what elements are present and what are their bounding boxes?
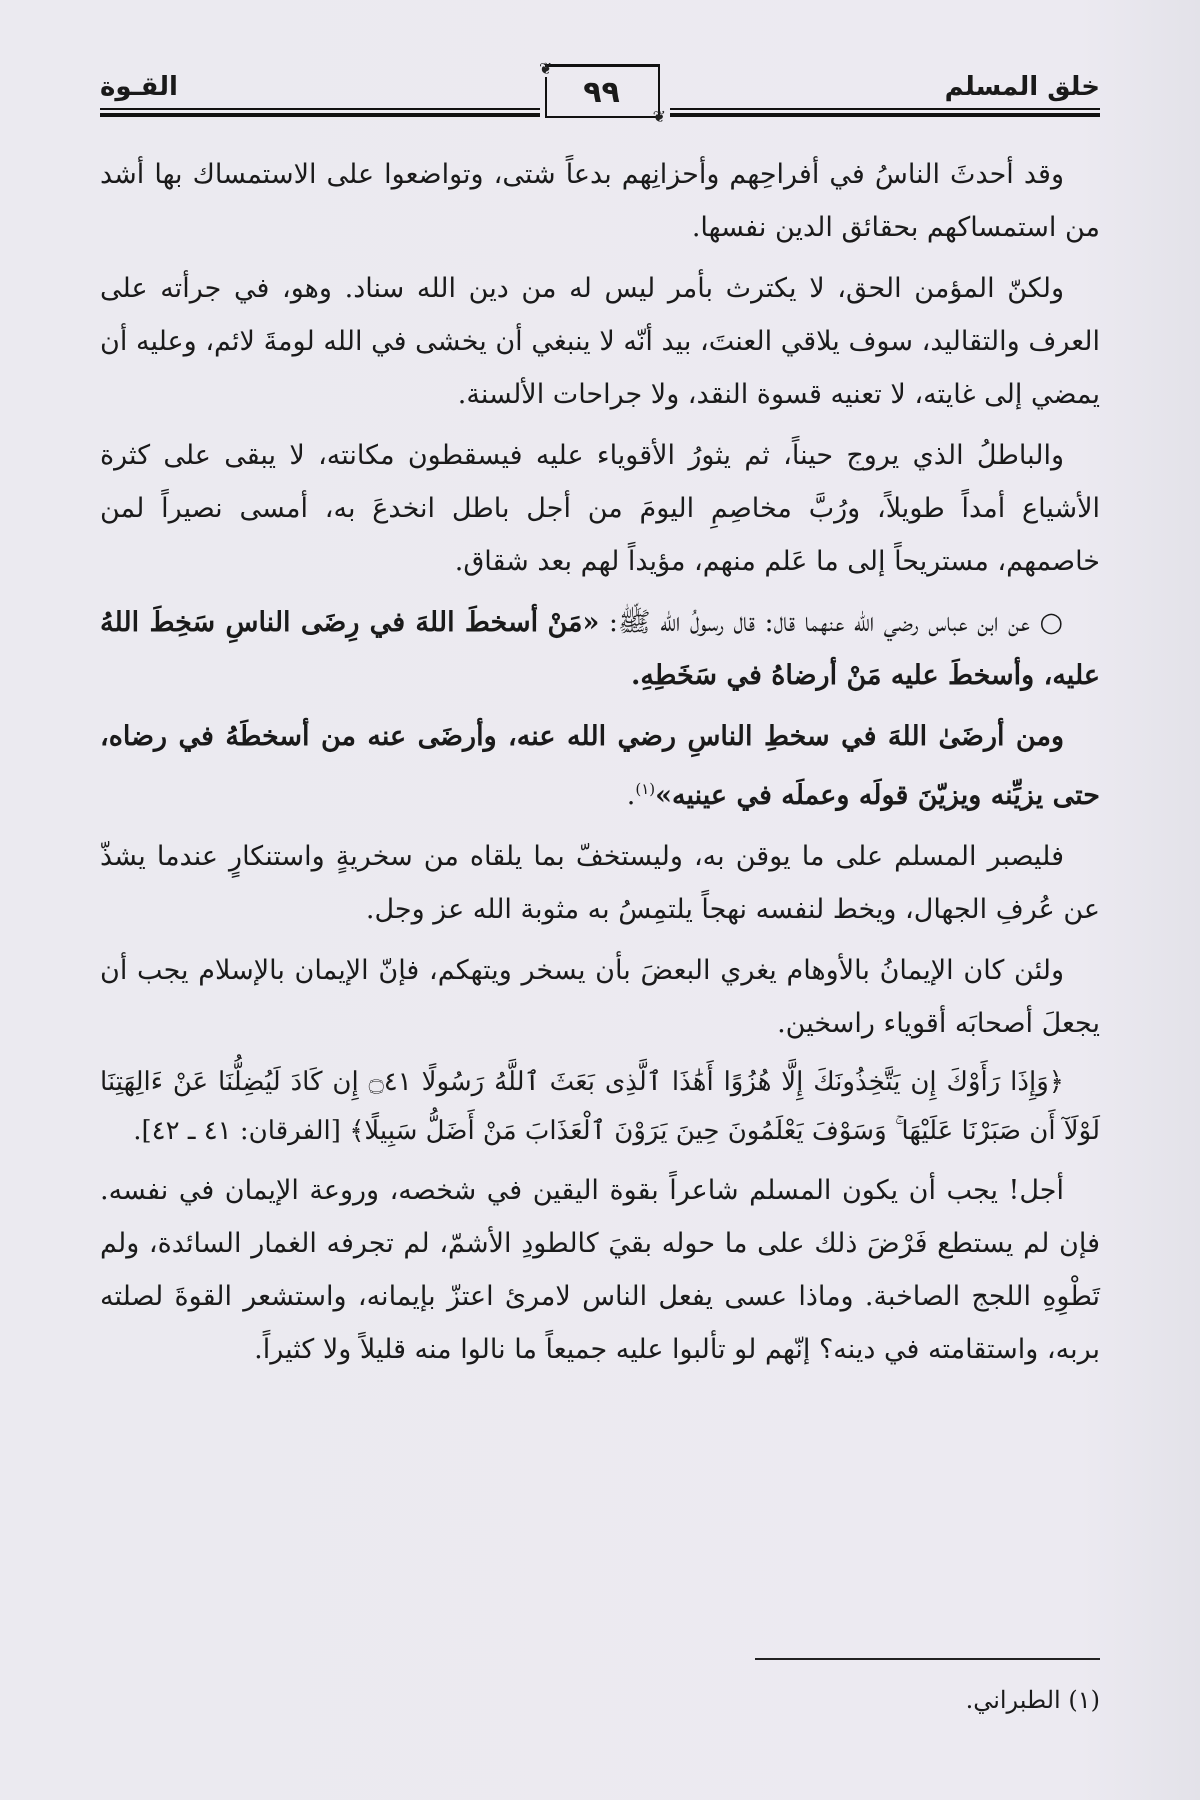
verse-reference: [الفرقان: ٤١ ـ ٤٢]. bbox=[133, 1116, 350, 1146]
floral-ornament-icon: ❦ bbox=[539, 59, 553, 78]
floral-ornament-icon: ❦ bbox=[652, 107, 666, 126]
book-title: خلق المسلم bbox=[944, 72, 1100, 102]
chapter-title: القـوة bbox=[100, 72, 178, 102]
quran-verse bbox=[100, 1058, 1100, 1156]
header-rule-right bbox=[670, 108, 1100, 117]
hadith-paragraph bbox=[100, 710, 1100, 822]
paragraph: ولكنّ المؤمن الحق، لا يكترث بأمر ليس له من دين الله سناد. وهو، في جرأته على العرف والتقاليد، سوف يلاقي العنتَ، بيد أنّه لا ينبغي أن يخشى في الله لومةَ لائم، وعليه أن يمضي إلى غايته، لا تعنيه قسوة النقد، ولا جراحات الألسنة. bbox=[100, 273, 1100, 410]
hadith-quote: «مَنْ أسخطَ اللهَ في رِضَى الناسِ سَخِطَ اللهُ عليه، وأسخطَ عليه مَنْ أرضاهُ في سَخَطِهِ. bbox=[100, 607, 1100, 691]
paragraph: فليصبر المسلم على ما يوقن به، وليستخفّ بما يلقاه من سخريةٍ واستنكارٍ عندما يشذّ عن عُرفِ الجهال، ويخط لنفسه نهجاً يلتمِسُ به مثوبة الله عز وجل. bbox=[100, 841, 1100, 925]
page-number-frame bbox=[539, 59, 666, 126]
header-rule-left bbox=[100, 108, 540, 117]
footnote-text: الطبراني. bbox=[965, 1686, 1061, 1714]
paragraph: والباطلُ الذي يروج حيناً، ثم يثورُ الأقوياء عليه فيسقطون مكانته، لا يبقى على كثرة الأشياع أمداً طويلاً، ورُبَّ مخاصِمِ اليومَ من أجل باطل انخدعَ به، أمسى نصيراً لمن خاصمهم، مستريحاً إلى ما عَلم منهم، مؤيداً لهم بعد شقاق. bbox=[100, 440, 1100, 577]
hadith-intro: ○ عن ابن عباس رضي الله عنهما قال: قال رسولُ الله ﷺ: bbox=[599, 607, 1064, 638]
hadith-quote: ومن أرضَىٰ اللهَ في سخطِ الناسِ رضي الله عنه، وأرضَى عنه من أسخطَهُ في رضاه، حتى يزيِّنه ويزيّنَ قولَه وعملَه في عينيه» bbox=[100, 721, 1100, 811]
footnote bbox=[966, 1686, 1100, 1714]
footnote-divider bbox=[755, 1658, 1100, 1660]
verse-text: ﴿وَإِذَا رَأَوْكَ إِن يَتَّخِذُونَكَ إِلَّا هُزُوًا أَهَٰذَا ٱلَّذِى بَعَثَ ٱللَّهُ رَسُولًا ۝٤١ إِن كَادَ لَيُضِلُّنَا عَنْ ءَالِهَتِنَا لَوْلَآ أَن صَبَرْنَا عَلَيْهَا ۚ وَسَوْفَ يَعْلَمُونَ حِينَ يَرَوْنَ ٱلْعَذَابَ مَنْ أَضَلُّ سَبِيلًا﴾ bbox=[100, 1067, 1100, 1146]
paragraph: وقد أحدثَ الناسُ في أفراحِهم وأحزانِهم بدعاً شتى، وتواضعوا على الاستمساك بها أشد من استمساكهم بحقائق الدين نفسها. bbox=[100, 159, 1100, 243]
hadith-paragraph bbox=[100, 596, 1100, 702]
paragraph: أجل! يجب أن يكون المسلم شاعراً بقوة اليقين في شخصه، وروعة الإيمان في نفسه. فإن لم يستطع فَرْضَ ذلك على ما حوله بقيَ كالطودِ الأشمّ، لم تجرفه الغمار السائدة، ولم تَطْوِهِ اللجج الصاخبة. وماذا عسى يفعل الناس لامرئ اعتزّ بإيمانه، واستشعر القوةَ لصلته بربه، واستقامته في دينه؟ إنّهم لو تألبوا عليه جميعاً ما نالوا منه قليلاً ولا كثيراً. bbox=[100, 1175, 1100, 1365]
paragraph: ولئن كان الإيمانُ بالأوهام يغري البعضَ بأن يسخر ويتهكم، فإنّ الإيمان بالإسلام يجب أن يجعلَ أصحابَه أقوياء راسخين. bbox=[100, 955, 1100, 1039]
page-number: ٩٩ bbox=[583, 75, 620, 110]
page-body bbox=[100, 148, 1100, 1376]
punctuation: . bbox=[626, 780, 636, 811]
footnote-reference[interactable]: (١) bbox=[635, 780, 656, 798]
footnote-number: (١) bbox=[1068, 1686, 1100, 1714]
page-header bbox=[100, 59, 1100, 126]
